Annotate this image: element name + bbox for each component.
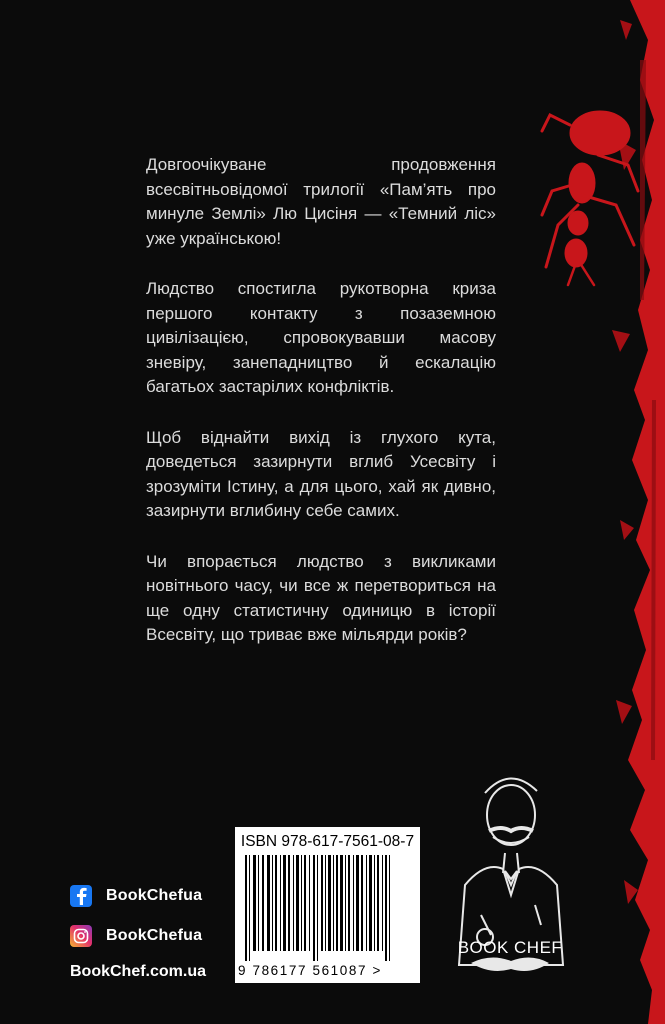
publisher-name: BOOK CHEF xyxy=(457,938,563,957)
website-link[interactable]: BookChef.com.ua xyxy=(70,963,207,980)
facebook-link[interactable] xyxy=(70,885,202,907)
isbn-label: ISBN 978-617-7561-08-7 xyxy=(240,833,415,850)
description-paragraph-1: Довгоочікуване продовження всесвітньовідомої трилогії «Пам’ять про минуле Землі» Лю Цисіня — «Темний ліс» уже українською! xyxy=(146,155,496,248)
barcode-digits: 9 786177 561087 > xyxy=(238,963,382,978)
facebook-handle: BookChefua xyxy=(106,887,203,904)
instagram-link[interactable] xyxy=(70,925,202,947)
description-paragraph-2: Людство спостигла рукотворна криза першого контакту з позаземною цивілізацією, спровокувавши масову зневіру, занепадництво й ескалацію багатьох застарілих конфліктів. xyxy=(146,279,496,396)
facebook-icon xyxy=(70,885,92,907)
book-description xyxy=(146,153,496,674)
book-chef-mascot-logo xyxy=(445,765,575,995)
barcode-bars xyxy=(241,855,401,961)
instagram-icon xyxy=(70,925,92,947)
instagram-handle: BookChefua xyxy=(106,927,203,944)
description-paragraph-3: Щоб віднайти вихід із глухого кута, доведеться зазирнути вглиб Усесвіту і зрозуміти Істину, а для цього, хай як дивно, зазирнути вглибину себе самих. xyxy=(146,427,496,520)
isbn-barcode xyxy=(235,827,420,983)
ant-illustration xyxy=(538,95,650,290)
description-paragraph-4: Чи впорається людство з викликами новітнього часу, чи все ж перетвориться на ще одну статистичну одиницю в історії Всесвіту, що триває вже мільярди років? xyxy=(146,551,496,644)
